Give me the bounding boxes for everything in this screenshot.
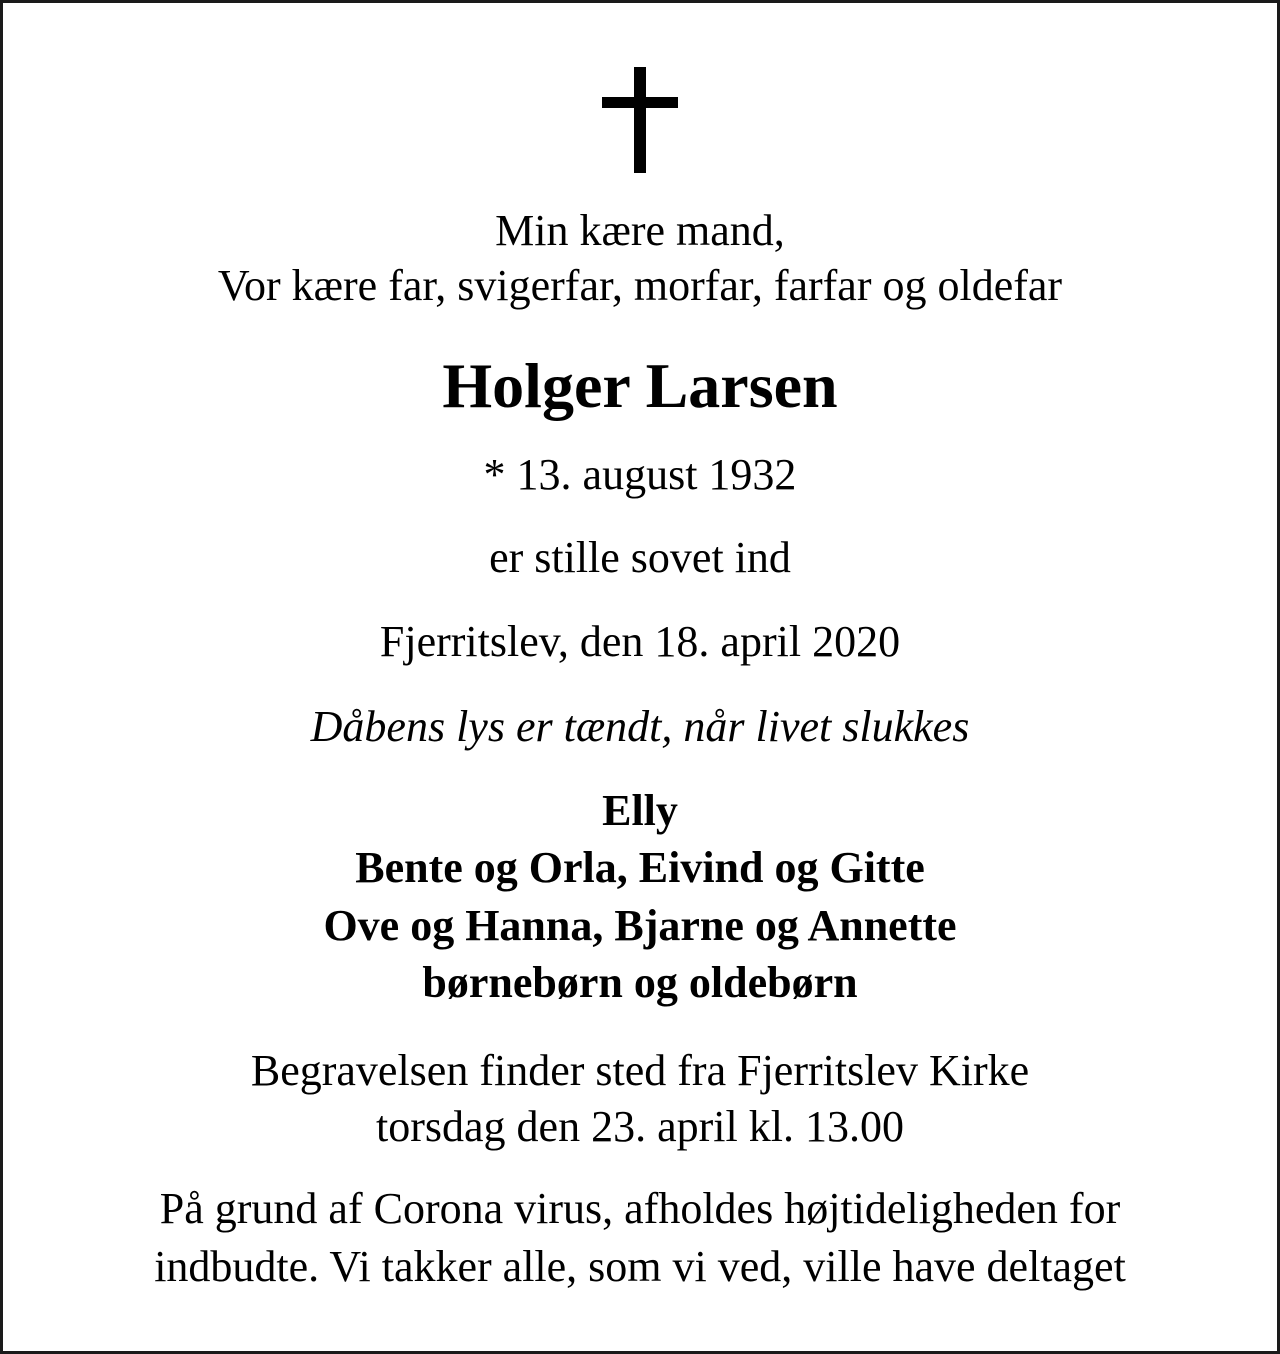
verse: Dåbens lys er tændt, når livet slukkes [310,702,970,751]
family-line: Ove og Hanna, Bjarne og Annette [323,901,957,950]
latin-cross-icon [602,67,678,173]
funeral-line-2: torsdag den 23. april kl. 13.00 [376,1102,904,1151]
intro-line-1: Min kære mand, [495,206,785,255]
family-line: Bente og Orla, Eivind og Gitte [355,843,925,892]
birth-date: * 13. august 1932 [483,450,797,499]
place-date: Fjerritslev, den 18. april 2020 [379,617,901,666]
notice-line-2: indbudte. Vi takker alle, som vi ved, ville have deltaget [154,1242,1126,1291]
passing-text: er stille sovet ind [489,533,791,582]
family-line: børnebørn og oldebørn [422,958,858,1007]
notice-line-1: På grund af Corona virus, afholdes højtideligheden for [159,1184,1121,1233]
deceased-name: Holger Larsen [442,350,838,421]
funeral-line-1: Begravelsen finder sted fra Fjerritslev Kirke [250,1046,1030,1095]
family-line: Elly [602,786,678,835]
intro-line-2: Vor kære far, svigerfar, morfar, farfar og oldefar [217,261,1063,310]
